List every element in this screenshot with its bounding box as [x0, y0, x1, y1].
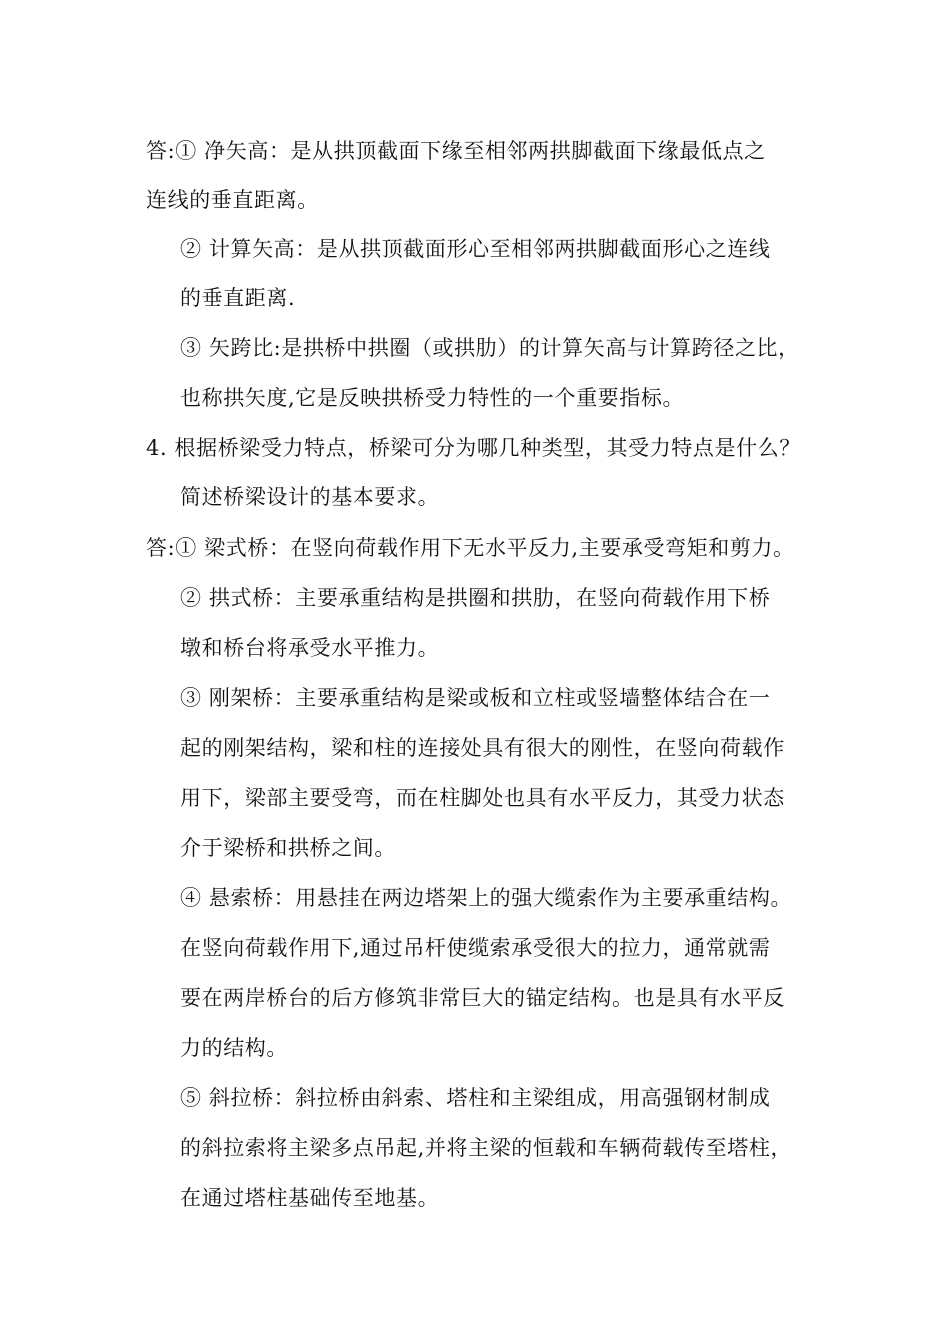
- answer-4-arch-bridge-cont: 墩和桥台将承受水平推力。: [180, 636, 440, 660]
- question-4-cont: 简述桥梁设计的基本要求。: [180, 485, 440, 509]
- answer-4-suspension-cont-2: 要在两岸桥台的后方修筑非常巨大的锚定结构。也是具有水平反: [180, 986, 785, 1010]
- answer-3-clear-rise: 答:① 净矢高：是从拱顶截面下缘至相邻两拱脚截面下缘最低点之: [146, 139, 766, 163]
- question-4: 4. 根据桥梁受力特点，桥梁可分为哪几种类型，其受力特点是什么？: [146, 436, 801, 460]
- answer-4-suspension-cont-1: 在竖向荷载作用下,通过吊杆使缆索承受很大的拉力，通常就需: [180, 936, 771, 960]
- answer-4-rigid-frame-cont-3: 介于梁桥和拱桥之间。: [180, 836, 396, 860]
- answer-4-suspension-bridge: ④ 悬索桥：用悬挂在两边塔架上的强大缆索作为主要承重结构。: [180, 886, 793, 910]
- answer-3-calc-rise-cont: 的垂直距离.: [180, 286, 296, 310]
- answer-4-cable-stayed-bridge: ⑤ 斜拉桥：斜拉桥由斜索、塔柱和主梁组成，用高强钢材制成: [180, 1086, 771, 1110]
- answer-4-rigid-frame-bridge: ③ 刚架桥：主要承重结构是梁或板和立柱或竖墙整体结合在一: [180, 686, 771, 710]
- answer-3-clear-rise-cont: 连线的垂直距离。: [146, 188, 319, 212]
- answer-4-rigid-frame-cont-1: 起的刚架结构，梁和柱的连接处具有很大的刚性，在竖向荷载作: [180, 736, 785, 760]
- answer-4-cable-stayed-cont-2: 在通过塔柱基础传至地基。: [180, 1186, 440, 1210]
- answer-3-rise-span-ratio-cont: 也称拱矢度,它是反映拱桥受力特性的一个重要指标。: [180, 386, 685, 410]
- answer-3-rise-span-ratio: ③ 矢跨比:是拱桥中拱圈（或拱肋）的计算矢高与计算跨径之比，: [180, 336, 800, 360]
- answer-4-arch-bridge: ② 拱式桥：主要承重结构是拱圈和拱肋，在竖向荷载作用下桥: [180, 586, 771, 610]
- answer-4-cable-stayed-cont-1: 的斜拉索将主梁多点吊起,并将主梁的恒载和车辆荷载传至塔柱，: [180, 1136, 793, 1160]
- answer-4-beam-bridge: 答:① 梁式桥：在竖向荷载作用下无水平反力,主要承受弯矩和剪力。: [146, 536, 795, 560]
- answer-4-suspension-cont-3: 力的结构。: [180, 1036, 288, 1060]
- answer-4-rigid-frame-cont-2: 用下，梁部主要受弯，而在柱脚处也具有水平反力，其受力状态: [180, 786, 785, 810]
- answer-3-calc-rise: ② 计算矢高：是从拱顶截面形心至相邻两拱脚截面形心之连线: [180, 237, 771, 261]
